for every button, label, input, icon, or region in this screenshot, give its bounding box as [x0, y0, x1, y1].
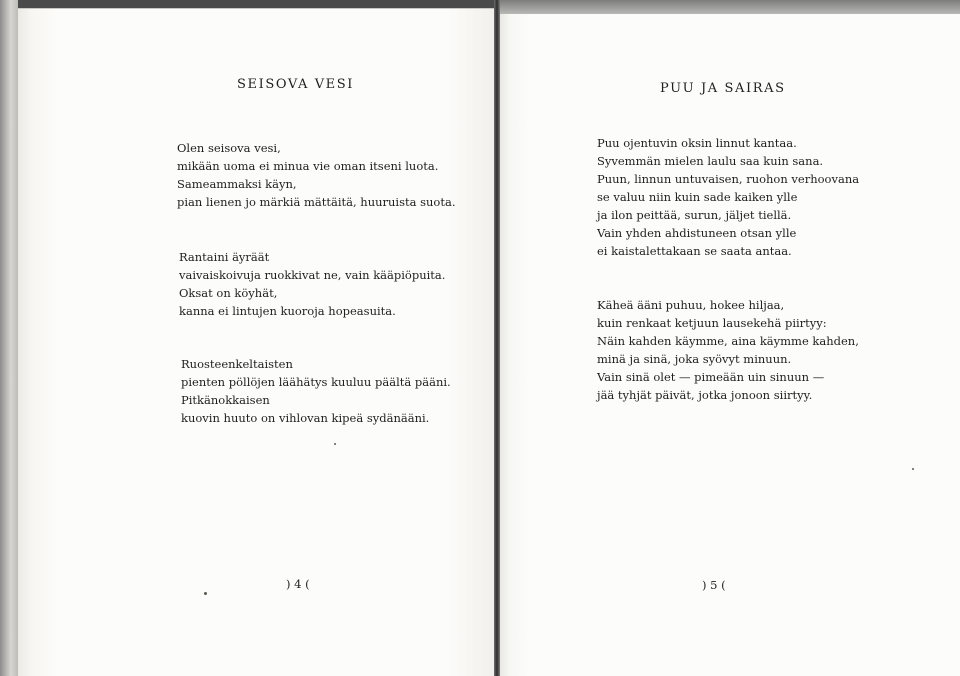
- poem-line: Puun, linnun untuvaisen, ruohon verhoovana: [597, 172, 860, 186]
- poem-line: kuin renkaat ketjuun lausekehä piirtyy:: [597, 316, 827, 330]
- ink-speck: [204, 592, 207, 595]
- left-poem-title: SEISOVA VESI: [237, 77, 355, 92]
- poem-line: mikään uoma ei minua vie oman itseni luota.: [177, 159, 439, 173]
- left-page-edge: [0, 0, 18, 676]
- poem-line: kanna ei lintujen kuoroja hopeasuita.: [179, 304, 396, 318]
- poem-line: Olen seisova vesi,: [177, 141, 281, 155]
- poem-line: Käheä ääni puhuu, hokee hiljaa,: [597, 298, 785, 312]
- poem-line: ja ilon peittää, surun, jäljet tiellä.: [597, 208, 792, 222]
- left-page: [18, 8, 494, 676]
- ink-speck: [912, 468, 914, 470]
- poem-line: Rantaini äyräät: [179, 250, 270, 264]
- poem-line: Oksat on köyhät,: [179, 286, 278, 300]
- poem-line: pian lienen jo märkiä mättäitä, huuruista suota.: [177, 195, 456, 209]
- book-gutter: [494, 0, 500, 676]
- right-page-edge: [500, 0, 960, 14]
- right-poem-title: PUU JA SAIRAS: [660, 81, 786, 96]
- poem-line: jää tyhjät päivät, jotka jonoon siirtyy.: [597, 388, 813, 402]
- poem-line: ei kaistalettakaan se saata antaa.: [597, 244, 792, 258]
- poem-line: Näin kahden käymme, aina käymme kahden,: [597, 334, 859, 348]
- poem-line: Vain sinä olet — pimeään uin sinuun —: [597, 370, 825, 384]
- poem-line: se valuu niin kuin sade kaiken ylle: [597, 190, 798, 204]
- poem-line: kuovin huuto on vihlovan kipeä sydänääni.: [181, 411, 430, 425]
- poem-line: Pitkänokkaisen: [181, 393, 270, 407]
- poem-line: Syvemmän mielen laulu saa kuin sana.: [597, 154, 824, 168]
- poem-line: pienten pöllöjen läähätys kuuluu päältä pääni.: [181, 375, 451, 389]
- poem-line: Sameammaksi käyn,: [177, 177, 297, 191]
- poem-line: Puu ojentuvin oksin linnut kantaa.: [597, 136, 797, 150]
- right-page-number: ) 5 (: [702, 578, 726, 592]
- right-stanza-2: [597, 296, 859, 404]
- left-stanza-1: [177, 139, 455, 211]
- right-page: [500, 14, 960, 676]
- left-stanza-3: [181, 355, 451, 427]
- poem-line: vaivaiskoivuja ruokkivat ne, vain kääpiöpuita.: [179, 268, 446, 282]
- left-stanza-2: [179, 248, 445, 320]
- poem-line: minä ja sinä, joka syövyt minuun.: [597, 352, 792, 366]
- poem-line: Ruosteenkeltaisten: [181, 357, 293, 371]
- right-stanza-1: [597, 134, 859, 260]
- left-page-number: ) 4 (: [286, 577, 310, 591]
- poem-line: Vain yhden ahdistuneen otsan ylle: [597, 226, 797, 240]
- ink-speck: [334, 443, 336, 445]
